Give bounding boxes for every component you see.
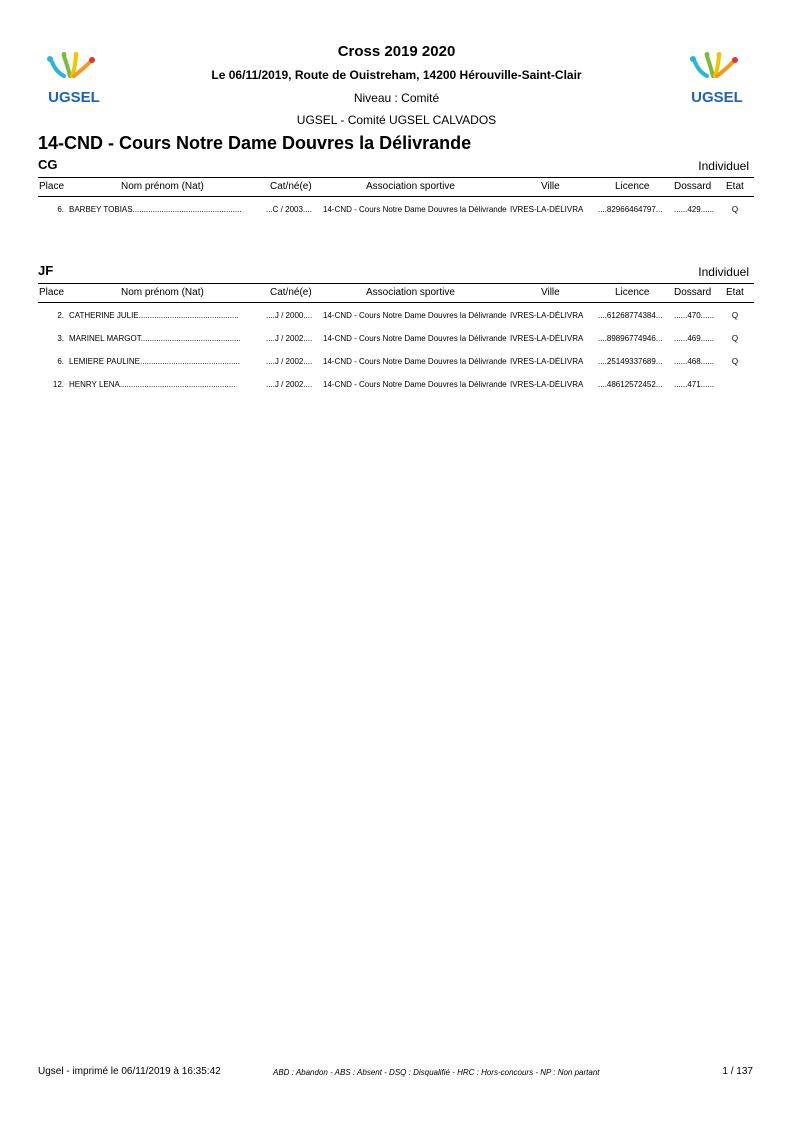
col-name: Nom prénom (Nat)	[121, 181, 204, 192]
cell-etat: Q	[731, 311, 739, 320]
table-row	[38, 303, 754, 326]
cell-cat: ....J / 2002....	[266, 357, 313, 366]
col-etat: Etat	[726, 287, 744, 298]
cell-club: 14-CND - Cours Notre Dame Douvres la Délivrande	[323, 311, 507, 320]
category-type: Individuel	[698, 265, 749, 279]
col-cat: Cat/né(e)	[270, 181, 312, 192]
cell-name: LEMIERE PAULINE.............................................	[69, 357, 241, 366]
col-licence: Licence	[615, 287, 650, 298]
cell-cat: ....J / 2000....	[266, 311, 313, 320]
col-club: Association sportive	[366, 181, 455, 192]
svg-text:UGSEL: UGSEL	[48, 89, 100, 106]
print-info: Ugsel - imprimé le 06/11/2019 à 16:35:42	[38, 1066, 221, 1077]
cell-licence: ....48612572452...	[598, 380, 663, 389]
col-etat: Etat	[726, 181, 744, 192]
table-row	[38, 349, 754, 372]
cell-city: IVRES-LA-DÉLIVRA	[510, 205, 584, 214]
col-name: Nom prénom (Nat)	[121, 287, 204, 298]
cell-licence: ....25149337689...	[598, 357, 663, 366]
col-cat: Cat/né(e)	[270, 287, 312, 298]
category-type: Individuel	[698, 159, 749, 173]
col-club: Association sportive	[366, 287, 455, 298]
committee-label: UGSEL - Comité UGSEL CALVADOS	[296, 113, 497, 127]
cell-name: BARBEY TOBIAS.................................................	[69, 205, 242, 214]
cell-licence: ....61268774384...	[598, 311, 663, 320]
cell-club: 14-CND - Cours Notre Dame Douvres la Délivrande	[323, 357, 507, 366]
cell-dossard: ......468......	[674, 357, 715, 366]
cell-place: 2.	[57, 311, 64, 320]
category-name: JF	[38, 263, 54, 278]
cell-city: IVRES-LA-DÉLIVRA	[510, 380, 584, 389]
col-city: Ville	[541, 181, 560, 192]
cell-dossard: ......429......	[674, 205, 715, 214]
col-place: Place	[39, 287, 65, 298]
cell-club: 14-CND - Cours Notre Dame Douvres la Délivrande	[323, 205, 507, 214]
cell-place: 6.	[57, 205, 64, 214]
table-row	[38, 326, 754, 349]
table-row	[38, 372, 754, 395]
cell-dossard: ......470......	[674, 311, 715, 320]
legend: ABD : Abandon - ABS : Absent - DSQ : Disqualifié - HRC : Hors-concours - NP : Non partant	[273, 1068, 600, 1077]
page-title: Cross 2019 2020	[337, 43, 456, 60]
cell-licence: ....89896774946...	[598, 334, 663, 343]
col-city: Ville	[541, 287, 560, 298]
category-name: CG	[38, 157, 58, 172]
cell-etat: Q	[731, 357, 739, 366]
cell-club: 14-CND - Cours Notre Dame Douvres la Délivrande	[323, 380, 507, 389]
cell-name: HENRY LENA....................................................	[69, 380, 236, 389]
cell-etat: Q	[731, 205, 739, 214]
col-dossard: Dossard	[674, 181, 712, 192]
col-dossard: Dossard	[674, 287, 712, 298]
cell-dossard: ......469......	[674, 334, 715, 343]
cell-place: 12.	[52, 380, 64, 389]
cell-name: MARINEL MARGOT.............................................	[69, 334, 241, 343]
cell-city: IVRES-LA-DÉLIVRA	[510, 334, 584, 343]
cell-city: IVRES-LA-DÉLIVRA	[510, 357, 584, 366]
cell-cat: ....J / 2002....	[266, 334, 313, 343]
col-licence: Licence	[615, 181, 650, 192]
section-cg	[38, 157, 754, 220]
cell-cat: ...C / 2003....	[266, 205, 312, 214]
page-number: 1 / 137	[722, 1066, 753, 1077]
section-jf	[38, 263, 754, 395]
cell-place: 6.	[57, 357, 64, 366]
club-title: 14-CND - Cours Notre Dame Douvres la Délivrande	[38, 133, 472, 153]
column-header	[38, 283, 754, 303]
cell-dossard: ......471......	[674, 380, 715, 389]
cell-etat: Q	[731, 334, 739, 343]
cell-name: CATHERINE JULIE.............................................	[69, 311, 239, 320]
table-row	[38, 197, 754, 220]
event-subtitle: Le 06/11/2019, Route de Ouistreham, 14200 Hérouville-Saint-Clair	[211, 68, 582, 82]
cell-cat: ....J / 2002....	[266, 380, 313, 389]
column-header	[38, 177, 754, 197]
col-place: Place	[39, 181, 65, 192]
svg-text:UGSEL: UGSEL	[691, 89, 743, 106]
cell-place: 3.	[57, 334, 64, 343]
level-label: Niveau : Comité	[353, 91, 440, 105]
cell-licence: ....82966464797...	[598, 205, 663, 214]
cell-club: 14-CND - Cours Notre Dame Douvres la Délivrande	[323, 334, 507, 343]
cell-city: IVRES-LA-DÉLIVRA	[510, 311, 584, 320]
